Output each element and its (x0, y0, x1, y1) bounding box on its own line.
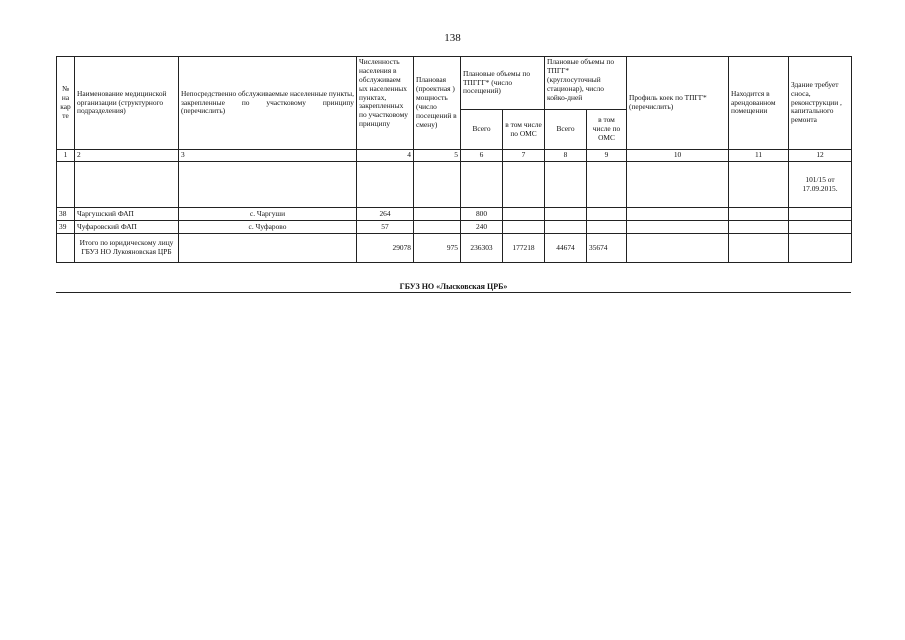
col-number: 9 (587, 150, 627, 162)
col-number: 10 (627, 150, 729, 162)
total-row (57, 234, 852, 263)
header-beds-oms: в том числе по ОМС (587, 110, 627, 150)
row-population: 57 (357, 221, 414, 234)
row-org: Чаргушский ФАП (75, 208, 179, 221)
total-visits: 236303 (461, 234, 503, 263)
table-row (57, 208, 852, 221)
col-number: 1 (57, 150, 75, 162)
col-number: 8 (545, 150, 587, 162)
header-beds-total: Всего (545, 110, 587, 150)
col-number: 11 (729, 150, 789, 162)
row-visits: 240 (461, 221, 503, 234)
col-number: 5 (414, 150, 461, 162)
col-number: 3 (179, 150, 357, 162)
section-divider (56, 292, 851, 293)
header-served: Непосредственно обслуживаемые населенные пункты, закрепленные по участковому принципу (перечислить) (179, 57, 357, 150)
table-row (57, 221, 852, 234)
total-population: 29078 (357, 234, 414, 263)
row-visits: 800 (461, 208, 503, 221)
page-number: 138 (444, 32, 461, 44)
total-beds: 44674 (545, 234, 587, 263)
carry-over-row (57, 162, 852, 208)
col-number: 6 (461, 150, 503, 162)
header-num: № на кар те (57, 57, 75, 150)
row-served: с. Чаргуши (179, 208, 357, 221)
header-repair: Здание требует сноса, реконструкции , капитального ремонта (789, 57, 852, 150)
header-profile: Профиль коек по ТПГГ* (перечислить) (627, 57, 729, 150)
col-number: 4 (357, 150, 414, 162)
row-num: 39 (57, 221, 75, 234)
header-visits-total: Всего (461, 110, 503, 150)
col-number: 12 (789, 150, 852, 162)
header-org: Наименование медицинской организации (структурного подразделения) (75, 57, 179, 150)
header-capacity: Плановая (проектная ) мощность (число посещений в смену) (414, 57, 461, 150)
section-title: ГБУЗ НО «Лысковская ЦРБ» (399, 282, 508, 291)
row-num: 38 (57, 208, 75, 221)
total-capacity: 975 (414, 234, 461, 263)
total-visits-oms: 177218 (503, 234, 545, 263)
repair-cell: 101/15 от 17.09.2015. (789, 162, 852, 208)
row-org: Чуфаровский ФАП (75, 221, 179, 234)
header-planned-visits: Плановые объемы по ТПГГГ* (число посещений) (461, 57, 545, 110)
column-number-row (57, 150, 852, 162)
row-served: с. Чуфарово (179, 221, 357, 234)
row-population: 264 (357, 208, 414, 221)
header-row-1 (57, 57, 852, 110)
col-number: 2 (75, 150, 179, 162)
header-rented: Находится в арендованном помещении (729, 57, 789, 150)
col-number: 7 (503, 150, 545, 162)
facilities-table (56, 56, 852, 263)
header-planned-beds: Плановые объемы по ТПГГ* (круглосуточный стационар), число койко-дней (545, 57, 627, 110)
total-beds-oms: 35674 (587, 234, 627, 263)
header-population: Численность населения в обслуживаем ых населенных пунктах, закрепленных по участковому принципу (357, 57, 414, 150)
total-label: Итого по юридическому лицу ГБУЗ НО Лукояновская ЦРБ (75, 234, 179, 263)
header-visits-oms: в том числе по ОМС (503, 110, 545, 150)
